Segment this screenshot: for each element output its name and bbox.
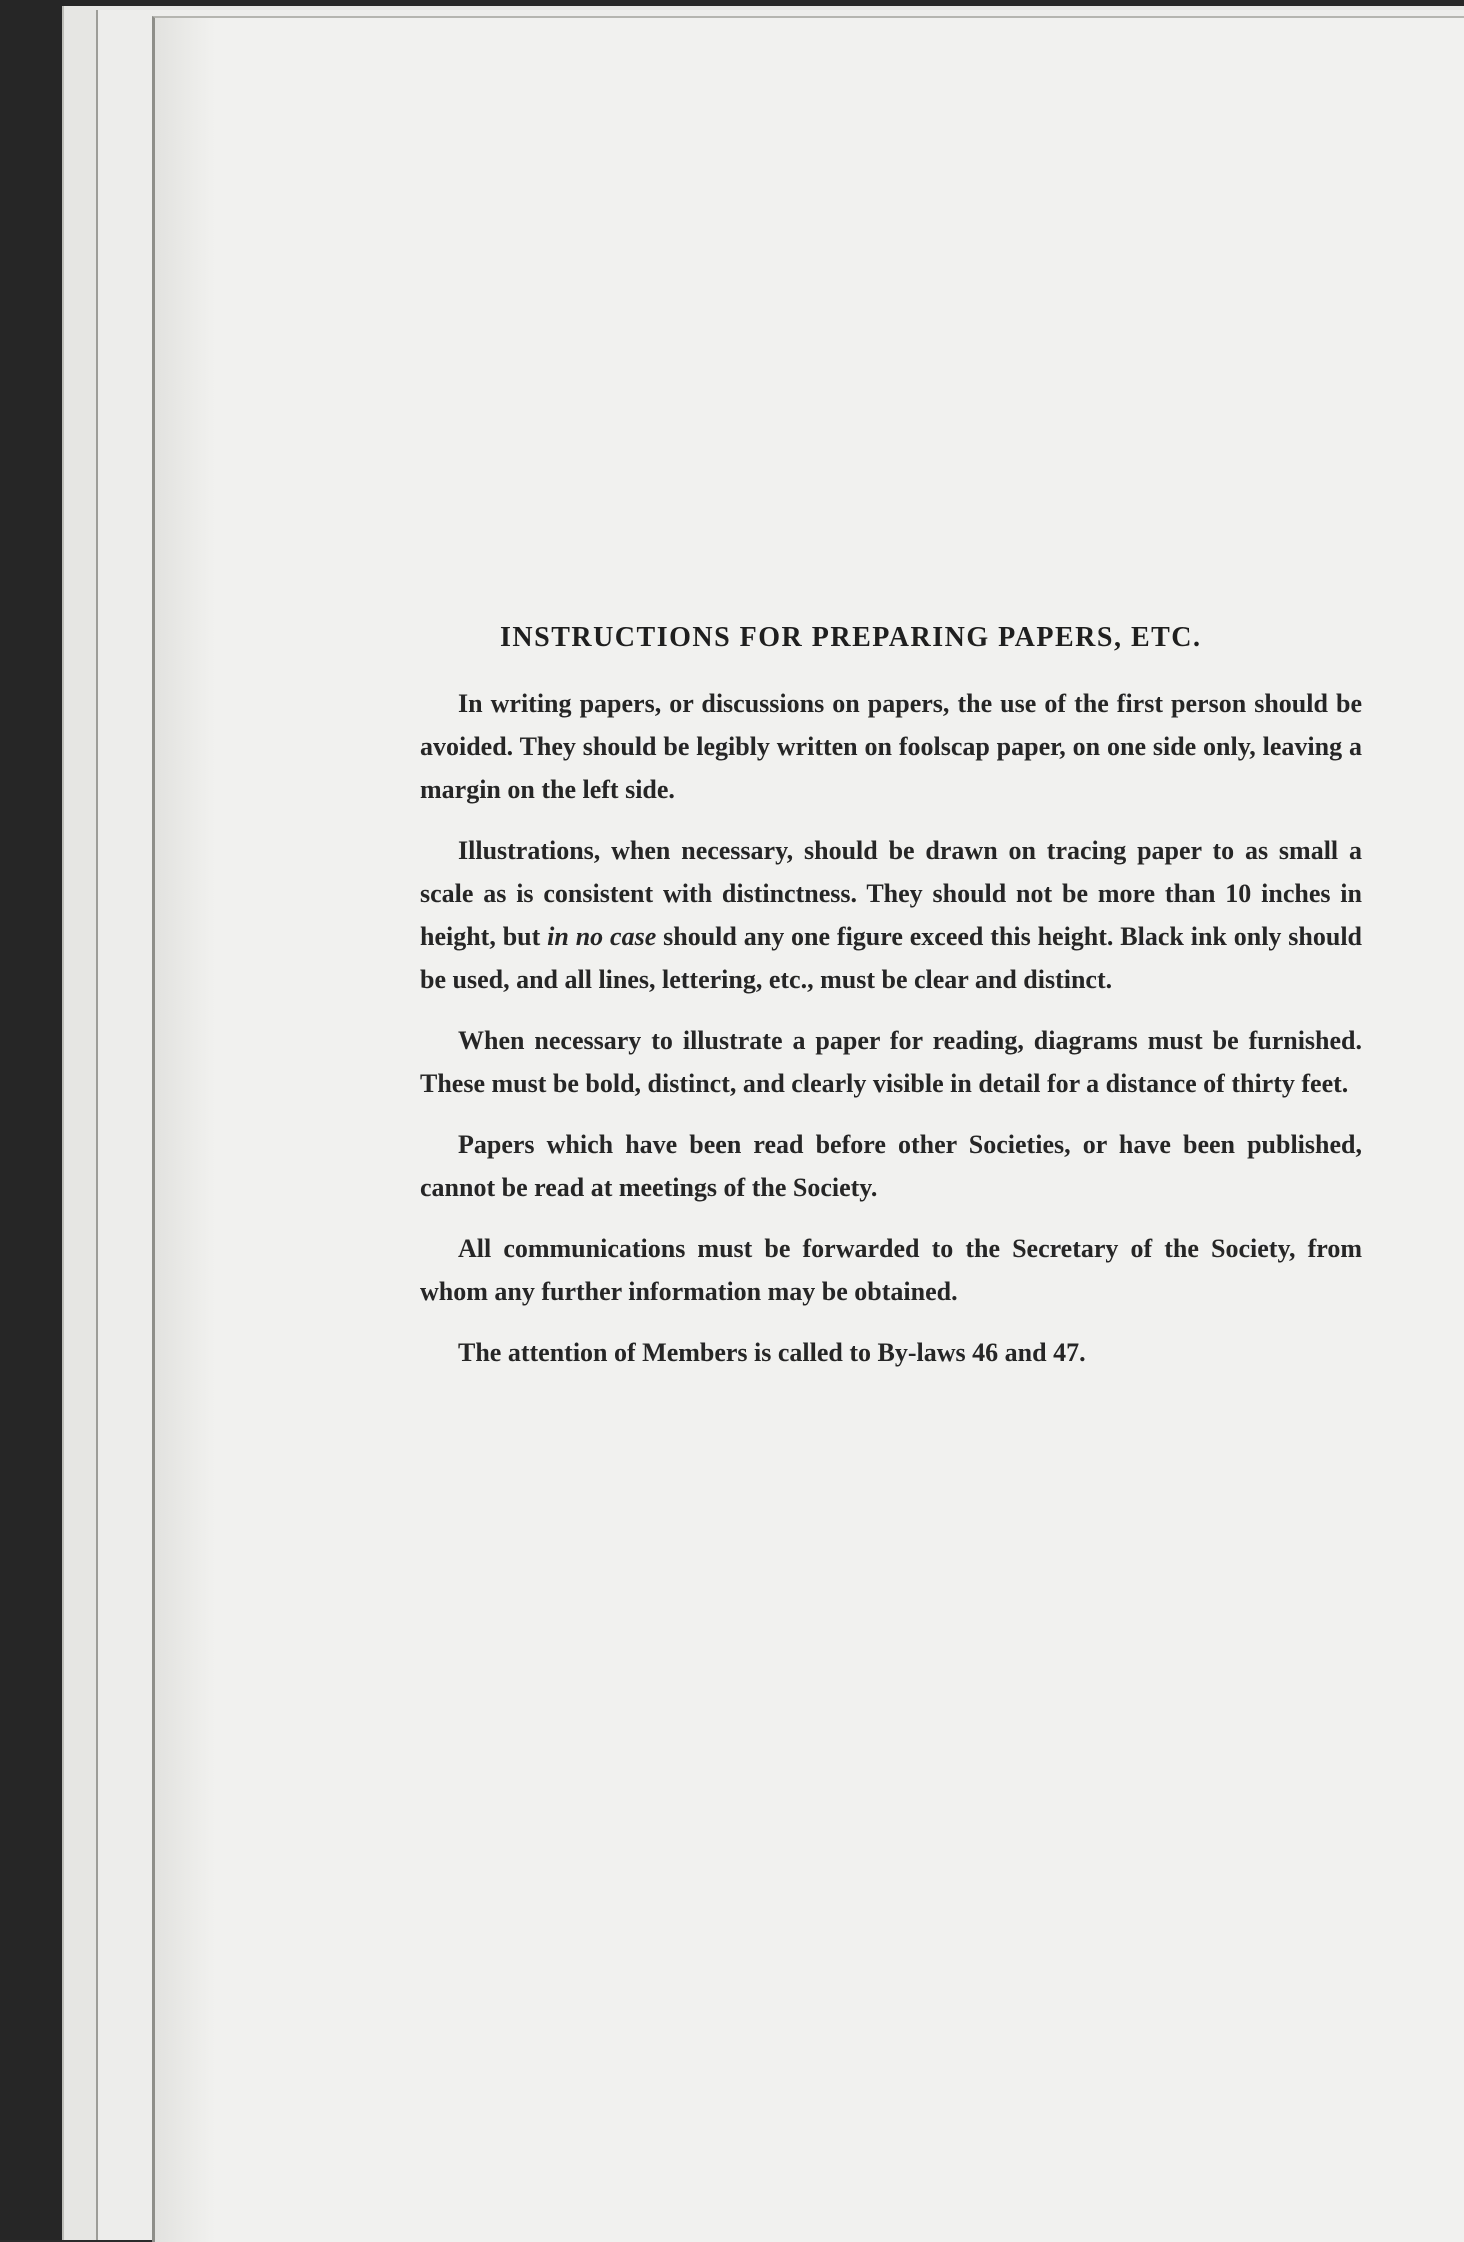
page-title: INSTRUCTIONS FOR PREPARING PAPERS, ETC.: [500, 622, 1202, 653]
page-gutter-shade: [155, 18, 215, 2242]
paragraph-diagrams: When necessary to illustrate a paper for reading, diagrams must be furnished. These must be bold, distinct, and clearly visible in detail for a distance of thirty feet.: [420, 1026, 1362, 1098]
emphasis-in-no-case: in no case: [547, 922, 657, 951]
paragraph-bylaws: The attention of Members is called to By-laws 46 and 47.: [458, 1338, 1086, 1367]
paragraph-prior-publication: Papers which have been read before other Societies, or have been published, cannot be read at meetings of the Society.: [420, 1130, 1362, 1202]
paragraph-communications: All communications must be forwarded to the Secretary of the Society, from whom any further information may be obtained.: [420, 1234, 1362, 1306]
paragraph-illustrations: Illustrations, when necessary, should be drawn on tracing paper to as small a scale as is consistent with distinctness. They should not be more than 10 inches in height, but in no case should any one figure exceed this height. Black ink only should be used, and all lines, lettering, etc., must be clear and distinct.: [420, 836, 1363, 994]
paragraph-writing: In writing papers, or discussions on papers, the use of the first person should be avoided. They should be legibly written on foolscap paper, on one side only, leaving a margin on the left side.: [420, 689, 1362, 804]
instructions-section: [420, 622, 1362, 1392]
